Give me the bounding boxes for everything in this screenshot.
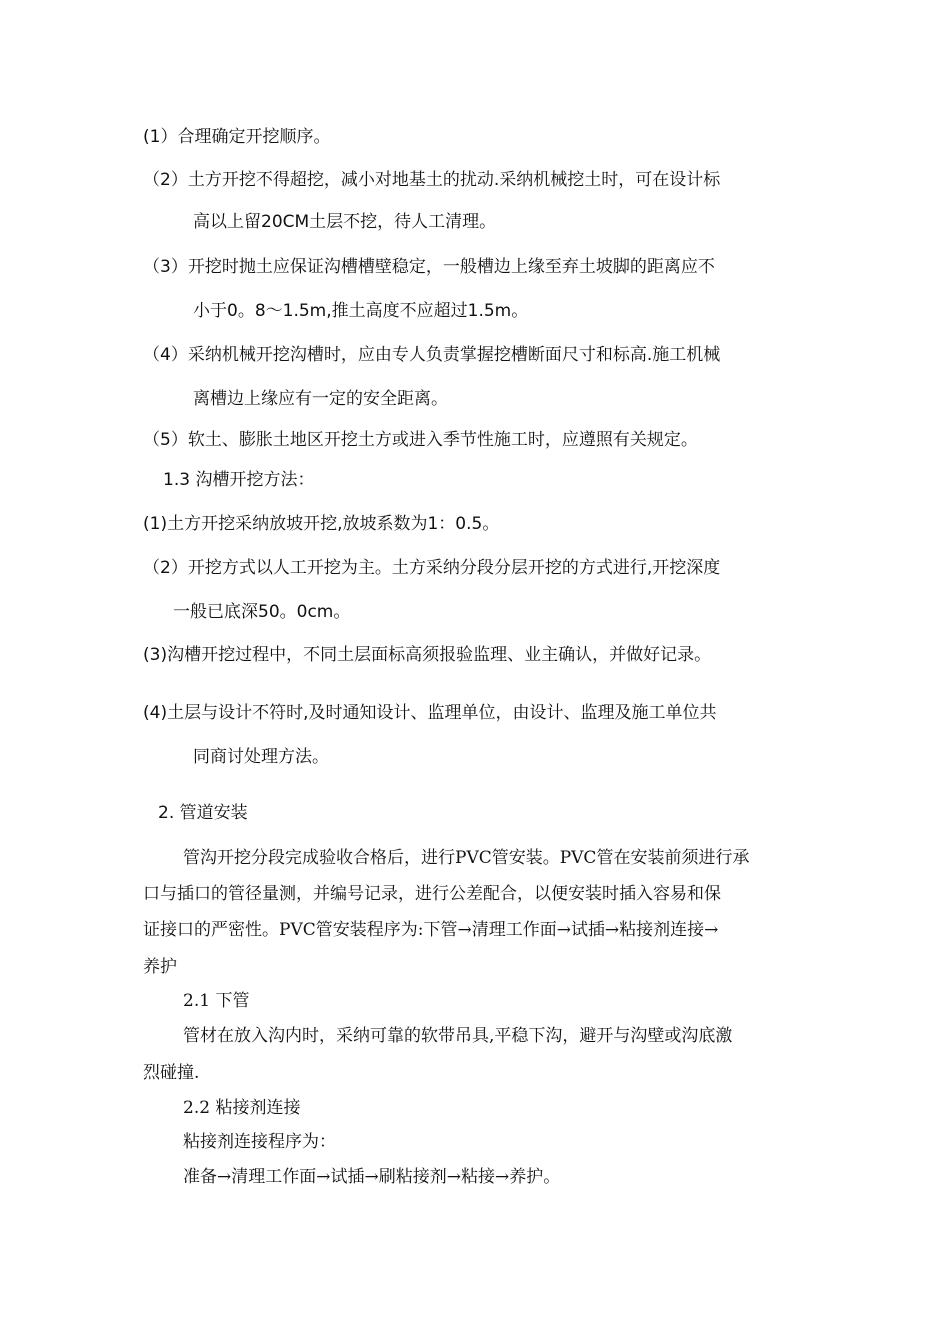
- paragraph-2-1-line-1: 管材在放入沟内时，采纳可靠的软带吊具,平稳下沟，避开与沟壁或沟底激: [183, 1026, 733, 1046]
- method-item-4: (4)土层与设计不符时,及时通知设计、监理单位，由设计、监理及施工单位共: [143, 703, 717, 723]
- paragraph-2-2-line-2: 准备→清理工作面→试插→刷粘接剂→粘接→养护。: [183, 1167, 561, 1187]
- method-item-2-continued: 一般已底深50。0cm。: [173, 602, 351, 622]
- list-item-2-continued: 高以上留20CM土层不挖，待人工清理。: [193, 212, 497, 232]
- list-item-2: （2）土方开挖不得超挖，减小对地基土的扰动.采纳机械挖土时，可在设计标: [143, 170, 721, 190]
- list-item-5: （5）软土、膨胀土地区开挖土方或进入季节性施工时，应遵照有关规定。: [143, 430, 698, 450]
- method-item-1: (1)土方开挖采纳放坡开挖,放坡系数为1：0.5。: [143, 514, 500, 534]
- list-item-4: （4）采纳机械开挖沟槽时，应由专人负责掌握挖槽断面尺寸和标高.施工机械: [143, 345, 721, 365]
- paragraph-line-4: 养护: [143, 957, 177, 977]
- paragraph-2-1-line-2: 烈碰撞.: [143, 1063, 200, 1083]
- list-item-3-continued: 小于0。8～1.5m,推土高度不应超过1.5m。: [193, 301, 529, 321]
- paragraph-line-1: 管沟开挖分段完成验收合格后，进行PVC管安装。PVC管在安装前须进行承: [183, 848, 750, 868]
- subheading-2-2: 2.2 粘接剂连接: [183, 1098, 301, 1118]
- section-heading-1-3: 1.3 沟槽开挖方法：: [163, 470, 315, 490]
- list-item-4-continued: 离槽边上缘应有一定的安全距离。: [193, 389, 448, 409]
- list-item-1: (1）合理确定开挖顺序。: [143, 127, 331, 147]
- section-heading-2: 2. 管道安装: [158, 803, 248, 823]
- method-item-3: (3)沟槽开挖过程中，不同土层面标高须报验监理、业主确认，并做好记录。: [143, 645, 712, 665]
- paragraph-line-3: 证接口的严密性。PVC管安装程序为:下管→清理工作面→试插→粘接剂连接→: [143, 920, 719, 940]
- paragraph-line-2: 口与插口的管径量测，并编号记录，进行公差配合，以便安装时插入容易和保: [143, 884, 721, 904]
- subheading-2-1: 2.1 下管: [183, 991, 250, 1011]
- method-item-4-continued: 同商讨处理方法。: [193, 747, 329, 767]
- list-item-3: （3）开挖时抛土应保证沟槽槽壁稳定，一般槽边上缘至弃土坡脚的距离应不: [143, 257, 715, 277]
- paragraph-2-2-line-1: 粘接剂连接程序为：: [183, 1132, 336, 1152]
- method-item-2: （2）开挖方式以人工开挖为主。土方采纳分段分层开挖的方式进行,开挖深度: [143, 558, 721, 578]
